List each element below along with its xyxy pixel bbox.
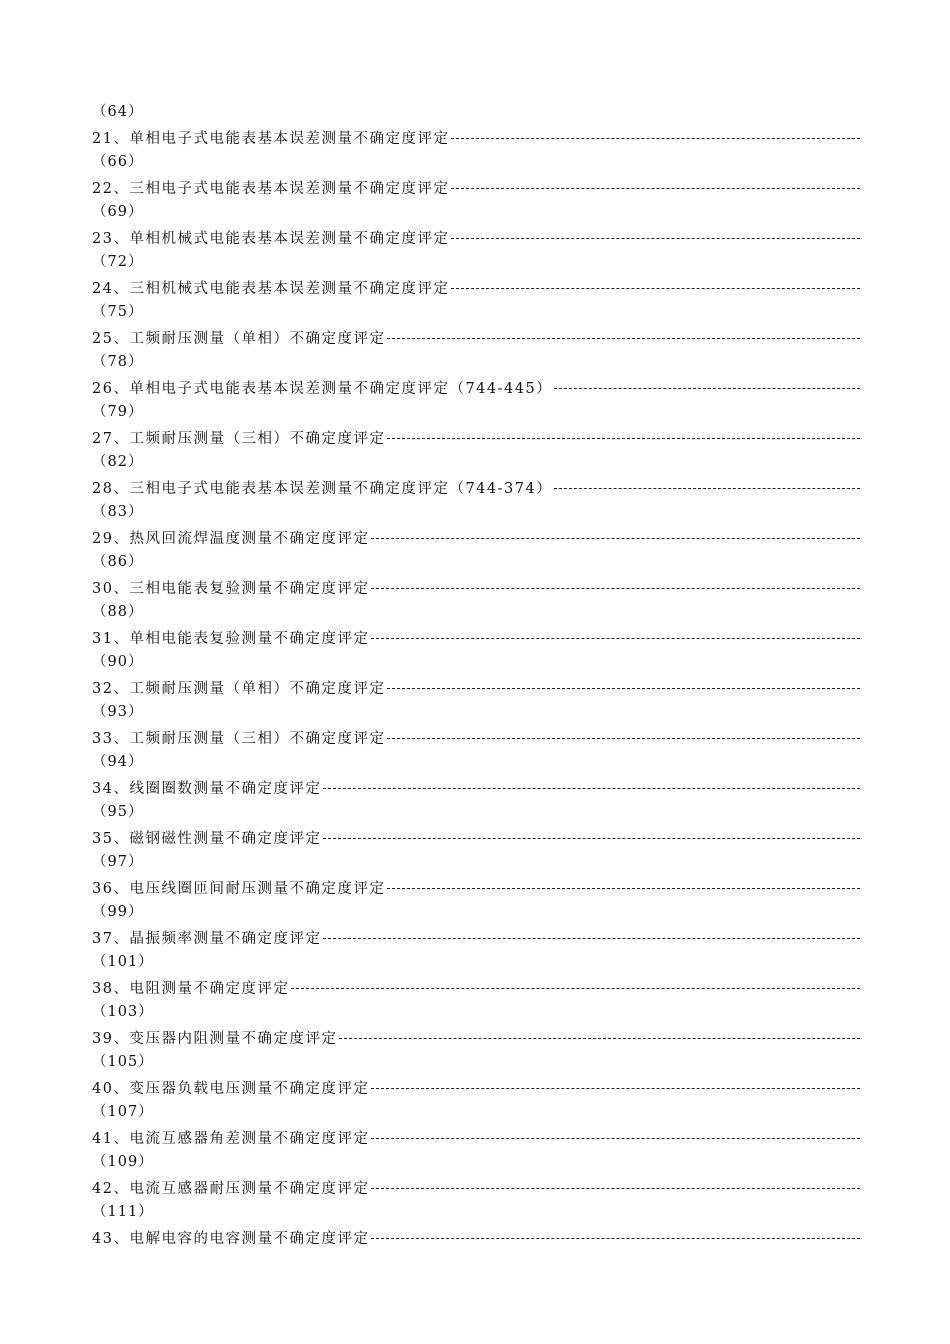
dot-leader <box>371 1238 860 1239</box>
toc-entry-title: 38、电阻测量不确定度评定 <box>92 981 290 997</box>
toc-entry <box>92 1075 860 1125</box>
toc-entry-title: 42、电流互感器耐压测量不确定度评定 <box>92 1181 370 1197</box>
toc-entry-line <box>92 975 860 1000</box>
dot-leader <box>323 788 860 789</box>
toc-entry-line <box>92 725 860 750</box>
toc-entry-line <box>92 275 860 300</box>
toc-entry-title: 37、晶振频率测量不确定度评定 <box>92 931 322 947</box>
toc-entry-line <box>92 775 860 800</box>
toc-entry-title: 33、工频耐压测量（三相）不确定度评定 <box>92 731 386 747</box>
toc-entry-title: 36、电压线圈匝间耐压测量不确定度评定 <box>92 881 386 897</box>
toc-entry-line <box>92 925 860 950</box>
toc-page-number: （75） <box>92 304 144 320</box>
toc-page-number: （109） <box>92 1154 154 1170</box>
toc-entry-title: 40、变压器负载电压测量不确定度评定 <box>92 1081 370 1097</box>
toc-entry-title: 39、变压器内阻测量不确定度评定 <box>92 1031 338 1047</box>
toc-page-number: （66） <box>92 154 144 170</box>
toc-entry-line <box>92 675 860 700</box>
toc-page-number: （78） <box>92 354 144 370</box>
toc-entry-title: 23、单相机械式电能表基本误差测量不确定度评定 <box>92 231 450 247</box>
toc-entry <box>92 1025 860 1075</box>
toc-entry <box>92 475 860 525</box>
dot-leader <box>323 938 860 939</box>
toc-entry-line <box>92 1125 860 1150</box>
toc-entry-line <box>92 475 860 500</box>
dot-leader <box>451 238 860 239</box>
toc-entry-line <box>92 875 860 900</box>
dot-leader <box>371 1188 860 1189</box>
toc-entry-line <box>92 1025 860 1050</box>
toc-entry-title: 28、三相电子式电能表基本误差测量不确定度评定（744-374） <box>92 481 553 497</box>
toc-entry-title: 32、工频耐压测量（单相）不确定度评定 <box>92 681 386 697</box>
toc-page-number: （105） <box>92 1054 154 1070</box>
toc-entry-title: 27、工频耐压测量（三相）不确定度评定 <box>92 431 386 447</box>
toc-page-number: （88） <box>92 604 144 620</box>
toc-page-number: （103） <box>92 1004 154 1020</box>
dot-leader <box>451 138 860 139</box>
dot-leader <box>554 488 860 489</box>
toc-entry-line <box>92 1075 860 1100</box>
toc-entry-line <box>92 1175 860 1200</box>
toc-entry-title: 21、单相电子式电能表基本误差测量不确定度评定 <box>92 131 450 147</box>
dot-leader <box>554 388 860 389</box>
toc-entry <box>92 825 860 875</box>
toc-page-number: （94） <box>92 754 144 770</box>
toc-entry <box>92 875 860 925</box>
toc-entry <box>92 1175 860 1225</box>
toc-entry-line <box>92 175 860 200</box>
dot-leader <box>339 1038 860 1039</box>
toc-entry-title: 43、电解电容的电容测量不确定度评定 <box>92 1231 370 1247</box>
toc-entry-line <box>92 575 860 600</box>
toc-page-number: （97） <box>92 854 144 870</box>
toc-entry <box>92 925 860 975</box>
toc-page-number: （83） <box>92 504 144 520</box>
toc-entry <box>92 775 860 825</box>
toc-entry-line <box>92 425 860 450</box>
toc-entry <box>92 525 860 575</box>
dot-leader <box>291 988 860 989</box>
toc-entry-title: 29、热风回流焊温度测量不确定度评定 <box>92 531 370 547</box>
toc-page-number: （107） <box>92 1104 154 1120</box>
toc-entry <box>92 575 860 625</box>
toc-entry-line <box>92 1225 860 1250</box>
table-of-contents <box>92 100 860 1250</box>
toc-entry-line <box>92 225 860 250</box>
toc-page-number: （72） <box>92 254 144 270</box>
toc-page-number: （69） <box>92 204 144 220</box>
toc-entry-title: 30、三相电能表复验测量不确定度评定 <box>92 581 370 597</box>
toc-page-number: （111） <box>92 1204 154 1220</box>
toc-page-number: （64） <box>92 104 144 120</box>
toc-entry-title: 31、单相电能表复验测量不确定度评定 <box>92 631 370 647</box>
toc-entry <box>92 1225 860 1250</box>
toc-page-number: （82） <box>92 454 144 470</box>
toc-entry-title: 25、工频耐压测量（单相）不确定度评定 <box>92 331 386 347</box>
toc-entries <box>92 125 860 1250</box>
dot-leader <box>387 738 860 739</box>
dot-leader <box>387 438 860 439</box>
toc-entry <box>92 375 860 425</box>
toc-entry-line <box>92 825 860 850</box>
toc-page-number: （99） <box>92 904 144 920</box>
toc-entry-line <box>92 625 860 650</box>
toc-page-number: （86） <box>92 554 144 570</box>
toc-entry-title: 22、三相电子式电能表基本误差测量不确定度评定 <box>92 181 450 197</box>
toc-entry <box>92 325 860 375</box>
dot-leader <box>387 688 860 689</box>
toc-entry-title: 35、磁钢磁性测量不确定度评定 <box>92 831 322 847</box>
toc-entry <box>92 125 860 175</box>
dot-leader <box>451 188 860 189</box>
dot-leader <box>371 1088 860 1089</box>
toc-page-number: （93） <box>92 704 144 720</box>
toc-entry-line <box>92 325 860 350</box>
dot-leader <box>371 538 860 539</box>
toc-entry-line <box>92 125 860 150</box>
toc-entry-title: 26、单相电子式电能表基本误差测量不确定度评定（744-445） <box>92 381 553 397</box>
toc-entry <box>92 625 860 675</box>
toc-page-number: （79） <box>92 404 144 420</box>
toc-entry-title: 34、线圈圈数测量不确定度评定 <box>92 781 322 797</box>
toc-entry <box>92 275 860 325</box>
dot-leader <box>387 888 860 889</box>
toc-entry-line <box>92 525 860 550</box>
toc-page-number: （90） <box>92 654 144 670</box>
toc-entry <box>92 1125 860 1175</box>
toc-page-number: （95） <box>92 804 144 820</box>
dot-leader <box>387 338 860 339</box>
dot-leader <box>371 1138 860 1139</box>
dot-leader <box>451 288 860 289</box>
toc-entry-title: 24、三相机械式电能表基本误差测量不确定度评定 <box>92 281 450 297</box>
toc-entry <box>92 725 860 775</box>
toc-entry-title: 41、电流互感器角差测量不确定度评定 <box>92 1131 370 1147</box>
dot-leader <box>371 638 860 639</box>
toc-entry <box>92 975 860 1025</box>
toc-entry <box>92 675 860 725</box>
toc-entry <box>92 425 860 475</box>
toc-entry-line <box>92 375 860 400</box>
dot-leader <box>371 588 860 589</box>
dot-leader <box>323 838 860 839</box>
toc-page-number: （101） <box>92 954 154 970</box>
toc-entry <box>92 225 860 275</box>
toc-entry <box>92 175 860 225</box>
